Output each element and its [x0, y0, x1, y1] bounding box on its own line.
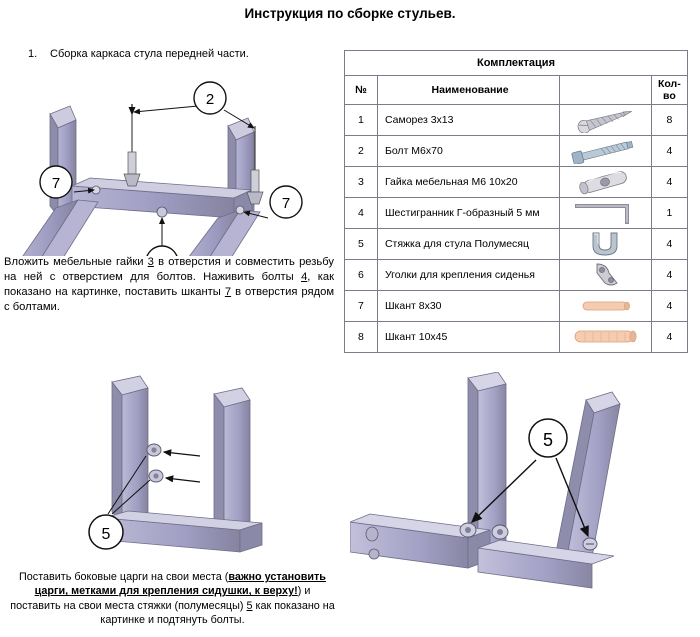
hex-key-icon: [560, 198, 652, 229]
table-row: [345, 105, 688, 136]
row-4-number: 4: [345, 198, 378, 229]
right-front-leg: [182, 210, 260, 256]
callout-5-left-label: 5: [101, 526, 111, 543]
row-6-name: Уголки для крепления сиденья: [377, 260, 559, 291]
row-8-number: 8: [345, 322, 378, 353]
front-post: [214, 388, 250, 534]
table-header-title: Комплектация: [345, 51, 688, 76]
row-6-qty: 4: [651, 260, 687, 291]
row-2-name: Болт М6х70: [377, 136, 559, 167]
figure-front-frame: [12, 66, 332, 246]
table-row: [345, 167, 688, 198]
crescent-connector-1: [147, 444, 161, 456]
caption2-part1: Поставить боковые царги на свои места (: [19, 571, 229, 583]
row-1-name: Саморез 3x13: [377, 105, 559, 136]
row-2-number: 2: [345, 136, 378, 167]
dowel-large-icon: [560, 322, 652, 353]
crescent-connector-2: [149, 470, 163, 482]
table-row: [345, 322, 688, 353]
step-1-caption: [4, 255, 334, 315]
col-number: №: [345, 76, 378, 105]
caption1-ref-4: 4: [301, 271, 308, 284]
row-4-name: Шестигранник Г-образный 5 мм: [377, 198, 559, 229]
callout-7-right-label: 7: [281, 195, 291, 212]
row-1-qty: 8: [651, 105, 687, 136]
table-row: [345, 136, 688, 167]
figure-side-rail-left: [0, 372, 345, 567]
col-qty: Кол-во: [651, 76, 687, 105]
caption2-bold-note: важно установить царги, метками для крепления сидушки, к верху!: [34, 571, 326, 598]
caption1-part3: , как показано на картинке, поставить шканты: [4, 271, 334, 299]
caption2-part3: как показано на картинке и подтянуть болты.: [100, 599, 335, 626]
row-7-name: Шкант 8х30: [377, 291, 559, 322]
dowel-small-icon: [560, 291, 652, 322]
barrel-nut-icon: [560, 167, 652, 198]
step-1-text: Сборка каркаса стула передней части.: [50, 48, 249, 60]
crescent-bracket-icon: [560, 229, 652, 260]
step-2-caption: [10, 570, 335, 627]
caption1-ref-7: 7: [224, 286, 232, 299]
screw-icon: [560, 105, 652, 136]
parts-table: [344, 50, 688, 353]
parts-table-wrapper: [344, 50, 688, 353]
table-row: [345, 229, 688, 260]
page-title: Инструкция по сборке стульев.: [244, 6, 456, 21]
col-image: [560, 76, 652, 105]
screw-on-rail: [583, 538, 597, 550]
table-row: [345, 291, 688, 322]
step-1-heading: [28, 48, 318, 60]
caption1-part2: в отверстия и совместить резьбу на ней с отверстием для болтов. Наживить болты: [4, 256, 334, 284]
bolt-insert-left: [124, 104, 140, 186]
nut-hole: [157, 207, 167, 217]
corner-bracket-icon: [560, 260, 652, 291]
row-4-qty: 1: [651, 198, 687, 229]
row-3-qty: 4: [651, 167, 687, 198]
table-row: [345, 198, 688, 229]
bolt-icon: [560, 136, 652, 167]
caption1-part1: Вложить мебельные гайки: [4, 256, 148, 268]
callout-7-left-label: 7: [51, 175, 61, 192]
figure-side-rail-right: [350, 372, 700, 602]
row-7-qty: 4: [651, 291, 687, 322]
caption1-ref-3: 3: [147, 256, 154, 268]
row-3-number: 3: [345, 167, 378, 198]
callout-2-label: 2: [205, 91, 215, 108]
row-5-qty: 4: [651, 229, 687, 260]
crescent-connector-3: [460, 523, 476, 537]
col-name: Наименование: [377, 76, 559, 105]
crescent-connector-4: [492, 525, 508, 539]
caption2-ref-5: 5: [246, 599, 253, 612]
row-8-qty: 4: [651, 322, 687, 353]
row-3-name: Гайка мебельная М6 10х20: [377, 167, 559, 198]
table-row: [345, 260, 688, 291]
step-1-number: 1.: [28, 48, 38, 60]
row-8-name: Шкант 10х45: [377, 322, 559, 353]
callout-5-right-label: 5: [542, 430, 554, 450]
row-1-number: 1: [345, 105, 378, 136]
dowel-hole-right: [236, 206, 244, 214]
row-5-number: 5: [345, 229, 378, 260]
row-2-qty: 4: [651, 136, 687, 167]
left-front-leg: [16, 200, 98, 256]
row-7-number: 7: [345, 291, 378, 322]
caption1-part4: в отверстия рядом с болтами.: [4, 286, 335, 314]
row-6-number: 6: [345, 260, 378, 291]
caption2-part2: ) и поставить на свои места стяжки (полумесяцы): [10, 585, 311, 612]
row-5-name: Стяжка для стула Полумесяц: [377, 229, 559, 260]
